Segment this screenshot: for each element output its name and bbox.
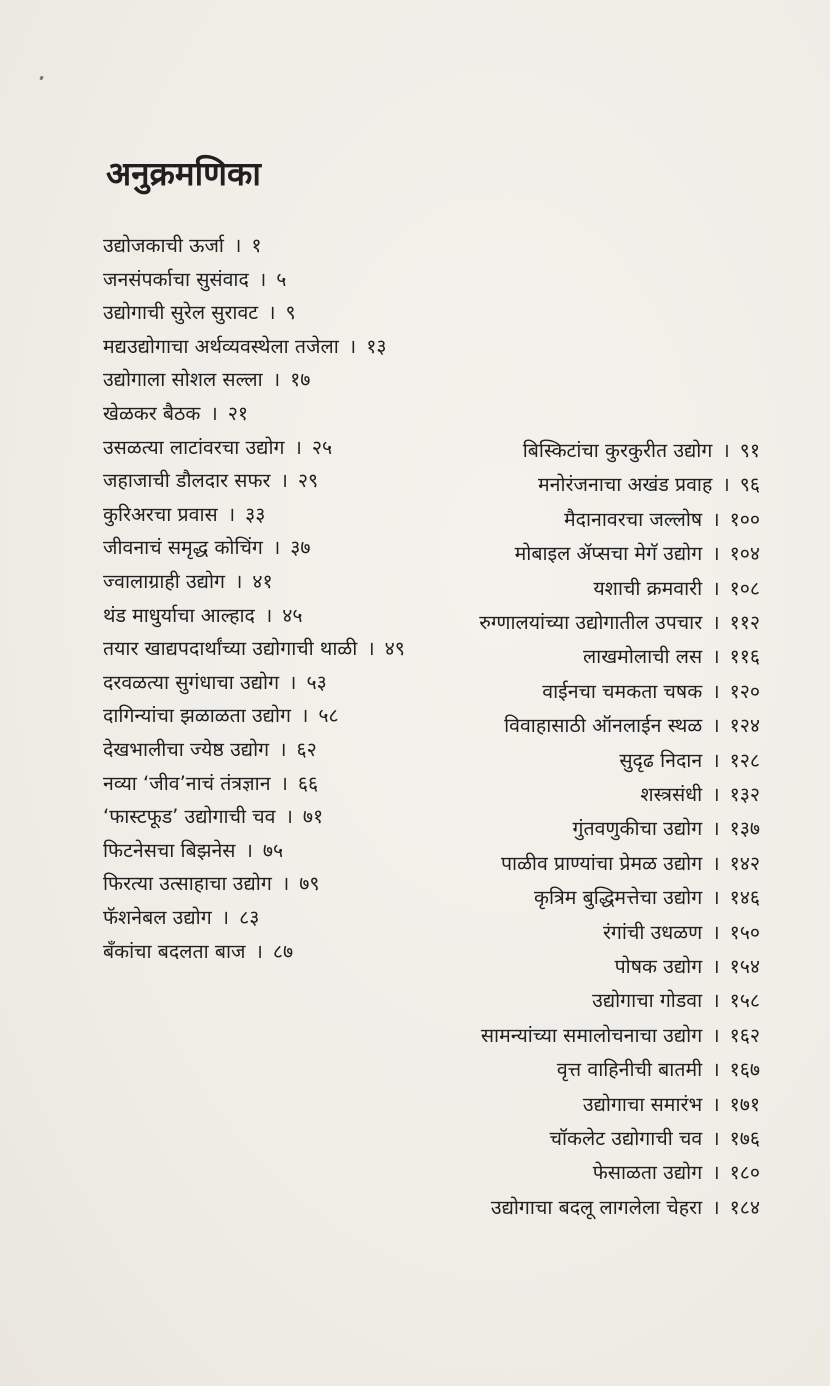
toc-entry-title: उद्योगाला सोशल सल्ला: [103, 368, 263, 392]
toc-separator: ।: [258, 267, 267, 291]
toc-entry-title: बँकांचा बदलता बाज: [103, 939, 246, 963]
toc-separator: ।: [712, 1195, 720, 1219]
toc-entry: [103, 397, 248, 431]
toc-entry: [619, 744, 760, 778]
toc-entry-title: लाखमोलाची लस: [582, 645, 703, 669]
toc-page-number: ७१: [302, 805, 324, 829]
toc-entry: [103, 565, 273, 599]
toc-separator: ।: [712, 817, 720, 841]
toc-page-number: ८३: [239, 906, 260, 929]
toc-separator: ।: [722, 439, 730, 462]
toc-entry-title: पोषक उद्योग: [614, 955, 703, 978]
toc-entry: [603, 916, 760, 950]
toc-entry-title: फिटनेसचा बिझनेस: [103, 838, 236, 862]
toc-entry-title: नव्या ‘जीव’नाचं तंत्रज्ञान: [103, 771, 271, 795]
toc-entry: [564, 503, 760, 537]
toc-page-number: १७१: [729, 1092, 760, 1116]
toc-entry-title: फेसाळता उद्योग: [592, 1161, 703, 1185]
toc-entry: [103, 699, 339, 733]
toc-page-number: ६२: [296, 738, 317, 761]
toc-page-number: १७: [290, 368, 311, 392]
toc-entry-title: कुरिअरचा प्रवास: [103, 502, 218, 526]
toc-separator: ।: [289, 670, 297, 694]
toc-entry-title: वृत्त वाहिनीची बातमी: [556, 1058, 703, 1082]
toc-page-number: १५४: [729, 955, 760, 978]
toc-entry-title: उद्योगाचा गोडवा: [592, 989, 703, 1013]
toc-page-number: ८७: [272, 939, 294, 963]
toc-entry: [593, 572, 760, 606]
toc-separator: ।: [712, 748, 720, 772]
toc-separator: ।: [294, 435, 302, 459]
toc-entry-title: तयार खाद्यपदार्थांच्या उद्योगाची थाळी: [103, 637, 358, 661]
toc-separator: ।: [712, 679, 720, 703]
toc-separator: ।: [712, 1023, 720, 1047]
toc-entry: [501, 847, 760, 881]
toc-entry: [583, 1088, 760, 1122]
toc-page-number: १२०: [729, 679, 760, 703]
toc-entry-title: मैदानावरचा जल्लोष: [563, 507, 703, 531]
toc-entry-title: रुग्णालयांच्या उद्योगातील उपचार: [479, 611, 703, 634]
toc-separator: ।: [712, 1161, 720, 1185]
toc-separator: ।: [712, 1058, 720, 1082]
toc-separator: ।: [722, 473, 730, 497]
toc-entry-title: गुंतवणुकीचा उद्योग: [572, 817, 703, 841]
toc-entry: [103, 531, 311, 565]
toc-entry: [103, 498, 265, 532]
toc-entry-title: उद्योगाचा बदलू लागलेला चेहरा: [490, 1195, 703, 1219]
toc-entry: [103, 464, 318, 498]
toc-page-number: १५८: [729, 989, 760, 1013]
toc-separator: ।: [712, 714, 720, 738]
toc-page-number: १४६: [729, 886, 760, 910]
toc-entry: [542, 675, 760, 709]
toc-page-number: १००: [729, 507, 760, 531]
toc-entry-title: जहाजाची डौलदार सफर: [103, 469, 271, 493]
toc-entry: [103, 901, 259, 935]
toc-entry: [103, 666, 327, 700]
toc-separator: ।: [245, 838, 253, 862]
toc-separator: ।: [272, 368, 281, 392]
toc-separator: ।: [712, 920, 720, 944]
toc-entry: [103, 263, 286, 297]
toc-page-number: १०४: [729, 542, 760, 566]
toc-separator: ।: [233, 234, 242, 257]
toc-separator: ।: [367, 637, 375, 661]
toc-separator: ।: [285, 805, 293, 829]
toc-separator: ।: [264, 603, 273, 627]
toc-page-number: २५: [311, 435, 333, 459]
toc-page-number: ४१: [252, 570, 273, 593]
toc-entry-title: जीवनाचं समृद्ध कोचिंग: [103, 536, 263, 560]
toc-separator: ।: [712, 507, 720, 531]
toc-entry-title: थंड माधुर्याचा आल्हाद: [103, 603, 255, 627]
toc-entry-title: दागिन्यांचा झळाळता उद्योग: [103, 704, 291, 728]
toc-page-number: ६६: [297, 771, 319, 795]
toc-entry: [103, 632, 405, 666]
toc-separator: ।: [234, 570, 243, 593]
toc-separator: ।: [280, 771, 288, 795]
toc-page-number: १३७: [729, 817, 760, 841]
toc-entry: [103, 431, 332, 465]
toc-separator: ।: [712, 542, 720, 566]
toc-separator: ।: [712, 611, 720, 634]
toc-entry-title: शस्त्रसंधी: [640, 783, 703, 806]
toc-separator: ।: [281, 872, 290, 896]
toc-entry-title: मनोरंजनाचा अखंड प्रवाह: [538, 473, 713, 497]
toc-entry: [103, 867, 319, 901]
toc-separator: ।: [712, 1092, 720, 1116]
toc-entry-title: फिरत्या उत्साहाचा उद्योग: [103, 872, 272, 896]
toc-entry: [534, 881, 760, 915]
toc-separator: ।: [300, 704, 309, 728]
toc-page-number: १: [251, 234, 262, 257]
toc-entry: [103, 834, 283, 868]
toc-page-number: ३३: [245, 502, 266, 526]
toc-entry-title: मोबाइल ॲप्सचा मेगॅ उद्योग: [514, 542, 703, 566]
toc-entry-title: वाईनचा चमकता चषक: [542, 679, 703, 703]
toc-separator: ।: [272, 536, 281, 560]
toc-entry: [103, 767, 318, 801]
toc-page-number: २९: [297, 469, 319, 493]
toc-page-number: ४५: [282, 603, 303, 627]
toc-entry-title: विवाहासाठी ऑनलाईन स्थळ: [504, 714, 703, 738]
toc-entry: [550, 1122, 760, 1156]
toc-page-number: ७५: [262, 838, 284, 862]
toc-separator: ।: [348, 334, 357, 358]
toc-page-number: १७६: [729, 1127, 760, 1150]
toc-entry: [583, 640, 760, 674]
toc-page-number: १०८: [729, 576, 760, 600]
toc-entry: [103, 363, 310, 397]
toc-entry-title: बिस्किटांचा कुरकुरीत उद्योग: [522, 439, 713, 462]
toc-entry: [640, 778, 760, 812]
toc-page-number: ३७: [290, 536, 311, 560]
toc-page-number: ११६: [729, 645, 760, 669]
toc-page-number: १४२: [729, 851, 760, 875]
toc-separator: ।: [279, 738, 287, 761]
toc-page-number: १३: [366, 334, 387, 358]
toc-entry: [615, 950, 760, 984]
toc-entry: [592, 984, 760, 1018]
toc-entry: [103, 330, 386, 364]
toc-page-number: १८०: [729, 1161, 760, 1185]
toc-entry-title: रंगांची उधळण: [602, 920, 703, 944]
toc-separator: ।: [712, 645, 720, 669]
toc-page-number: १६७: [729, 1058, 760, 1082]
toc-separator: ।: [712, 1127, 720, 1150]
toc-entry-title: यशाची क्रमवारी: [593, 576, 703, 600]
toc-entry: [481, 1019, 760, 1053]
toc-separator: ।: [712, 886, 720, 910]
toc-separator: ।: [221, 906, 230, 929]
toc-page-number: ९: [285, 301, 296, 325]
toc-entry: [103, 733, 317, 767]
toc-page-number: १२८: [729, 748, 760, 772]
toc-entry: [538, 468, 760, 502]
toc-entry-title: जनसंपर्काचा सुसंवाद: [103, 267, 249, 291]
toc-entry: [504, 709, 760, 743]
toc-entry: [523, 434, 760, 468]
toc-page-number: ५: [276, 267, 287, 291]
toc-entry: [103, 229, 262, 263]
toc-separator: ।: [280, 469, 288, 493]
toc-entry: [103, 296, 296, 330]
toc-page-number: ७९: [299, 872, 320, 896]
toc-page-number: १२४: [729, 714, 760, 738]
toc-entry: [479, 606, 760, 640]
toc-entry-title: खेळकर बैठक: [103, 402, 201, 425]
toc-separator: ।: [712, 955, 720, 978]
toc-separator: ।: [712, 783, 720, 806]
toc-page-number: ४९: [384, 637, 405, 661]
toc-entry: [103, 935, 293, 969]
toc-entry-title: सुदृढ निदान: [619, 748, 703, 772]
toc-separator: ।: [227, 502, 236, 526]
toc-entry-title: ‘फास्टफूड’ उद्योगाची चव: [103, 805, 276, 829]
toc-page-number: ९१: [739, 439, 760, 462]
toc-page-number: ९६: [739, 473, 760, 497]
toc-entry: [593, 1156, 760, 1190]
toc-entry: [557, 1053, 760, 1087]
toc-entry-title: पाळीव प्राण्यांचा प्रेमळ उद्योग: [500, 851, 703, 875]
toc-separator: ।: [712, 989, 720, 1013]
toc-separator: ।: [712, 851, 720, 875]
toc-entry: [103, 800, 323, 834]
toc-entry: [515, 537, 760, 571]
toc-entry-title: चॉकलेट उद्योगाची चव: [549, 1127, 703, 1150]
toc-entry-title: मद्यउद्योगाचा अर्थव्यवस्थेला तजेला: [103, 334, 339, 358]
toc-entry-title: दरवळत्या सुगंधाचा उद्योग: [103, 670, 280, 694]
toc-entry-title: फॅशनेबल उद्योग: [103, 906, 212, 929]
toc-page-number: १३२: [729, 783, 760, 806]
toc-page-number: १६२: [729, 1023, 760, 1047]
ink-speck: [39, 76, 44, 81]
toc-page-number: १५०: [729, 920, 760, 944]
toc-separator: ।: [268, 301, 276, 325]
toc-entry-title: उद्योगाचा समारंभ: [582, 1092, 703, 1116]
toc-entry: [491, 1191, 760, 1225]
toc-entry-title: सामन्यांच्या समालोचनाचा उद्योग: [480, 1023, 703, 1047]
toc-page-number: ५३: [306, 670, 327, 694]
toc-entry-title: देखभालीचा ज्येष्ठ उद्योग: [103, 738, 270, 761]
toc-entry-title: उसळत्या लाटांवरचा उद्योग: [103, 435, 285, 459]
toc-page-number: ११२: [729, 611, 760, 634]
toc-page-number: ५८: [318, 704, 339, 728]
toc-entry: [572, 812, 760, 846]
toc-entry-title: कृत्रिम बुद्धिमत्तेचा उद्योग: [534, 886, 703, 910]
toc-separator: ।: [255, 939, 263, 963]
toc-entry-title: उद्योजकाची ऊर्जा: [103, 234, 224, 257]
toc-page-number: १८४: [729, 1195, 760, 1219]
toc-separator: ।: [210, 402, 218, 425]
toc-entry-title: उद्योगाची सुरेल सुरावट: [103, 301, 259, 325]
toc-separator: ।: [712, 576, 720, 600]
page-title: अनुक्रमणिका: [106, 154, 261, 193]
toc-entry-title: ज्वालाग्राही उद्योग: [103, 570, 225, 593]
toc-entry: [103, 599, 303, 633]
toc-page-number: २१: [227, 402, 249, 425]
